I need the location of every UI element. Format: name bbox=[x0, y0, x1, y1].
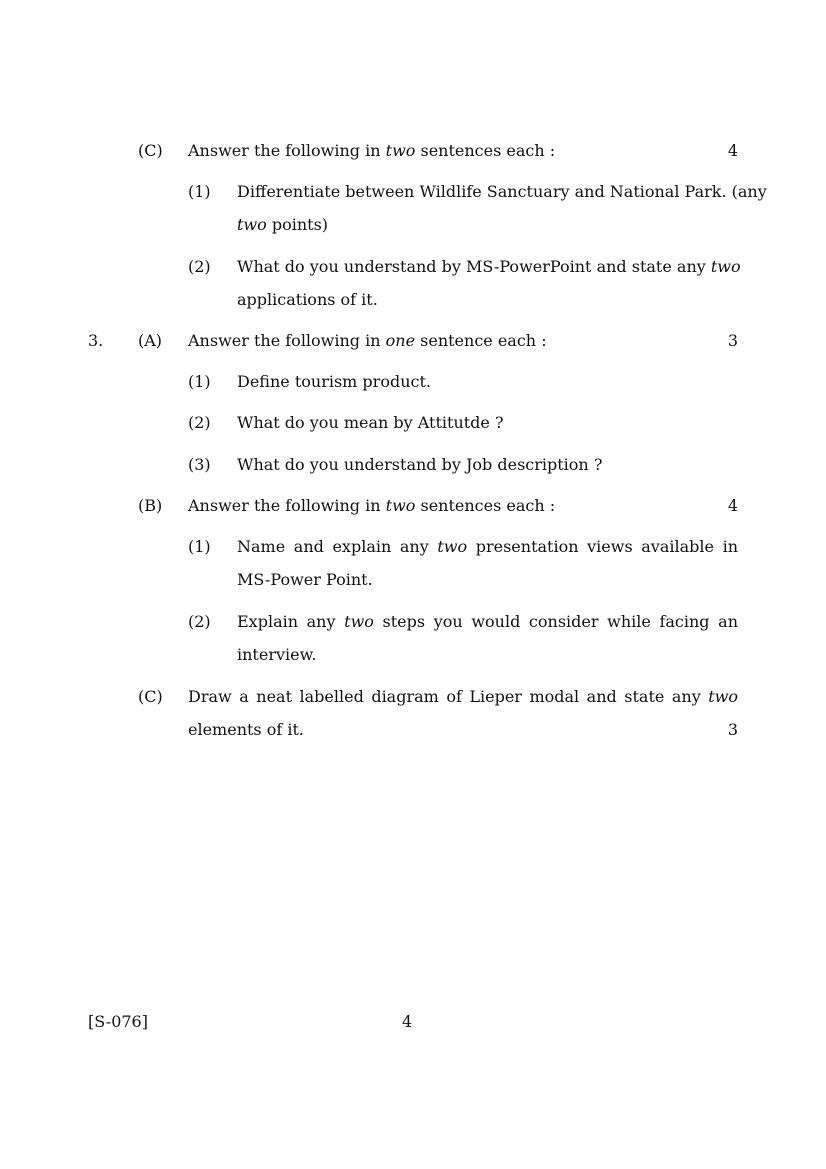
q3b-item2-line2: interview. bbox=[237, 645, 317, 664]
q3b-item1-line2: MS-Power Point. bbox=[237, 570, 373, 589]
q3c-line1: Draw a neat labelled diagram of Lieper modal and state any two bbox=[188, 687, 738, 706]
q3a-item1-text: Define tourism product. bbox=[237, 372, 431, 391]
q3a-item3-text: What do you understand by Job description ? bbox=[237, 455, 603, 474]
q2c-label: (C) bbox=[138, 141, 163, 160]
q3a-label: (A) bbox=[138, 331, 163, 350]
q3a-item3-num: (3) bbox=[188, 455, 211, 474]
q3a-item2-text: What do you mean by Attitutde ? bbox=[237, 413, 504, 432]
q3b-item1-line1: Name and explain any two presentation views available in bbox=[237, 537, 738, 556]
footer-page-number: 4 bbox=[402, 1012, 413, 1031]
q2c-item1-num: (1) bbox=[188, 182, 211, 201]
q3b-marks: 4 bbox=[727, 496, 738, 515]
q3a-marks: 3 bbox=[727, 331, 738, 350]
q2c-item1-line2: two points) bbox=[237, 215, 329, 234]
q3a-item2-num: (2) bbox=[188, 413, 211, 432]
q2c-marks: 4 bbox=[727, 141, 738, 160]
q2c-item2-line2: applications of it. bbox=[237, 290, 378, 309]
q3b-label: (B) bbox=[138, 496, 163, 515]
footer-paper-code: [S-076] bbox=[88, 1012, 148, 1031]
q3b-heading: Answer the following in two sentences each : bbox=[188, 496, 556, 515]
q3a-item1-num: (1) bbox=[188, 372, 211, 391]
q2c-item2-num: (2) bbox=[188, 257, 211, 276]
q2c-item2-line1: What do you understand by MS-PowerPoint and state any two bbox=[237, 257, 741, 276]
q3b-item1-num: (1) bbox=[188, 537, 211, 556]
q3c-marks: 3 bbox=[727, 720, 738, 739]
q2c-item1-line1: Differentiate between Wildlife Sanctuary and National Park. (any bbox=[237, 182, 767, 201]
q3b-item2-num: (2) bbox=[188, 612, 211, 631]
q3-number: 3. bbox=[88, 331, 104, 350]
q3c-label: (C) bbox=[138, 687, 163, 706]
q3c-line2: elements of it. bbox=[188, 720, 304, 739]
q3b-item2-line1: Explain any two steps you would consider while facing an bbox=[237, 612, 739, 631]
q3a-heading: Answer the following in one sentence each : bbox=[188, 331, 547, 350]
q2c-heading: Answer the following in two sentences each : bbox=[188, 141, 556, 160]
